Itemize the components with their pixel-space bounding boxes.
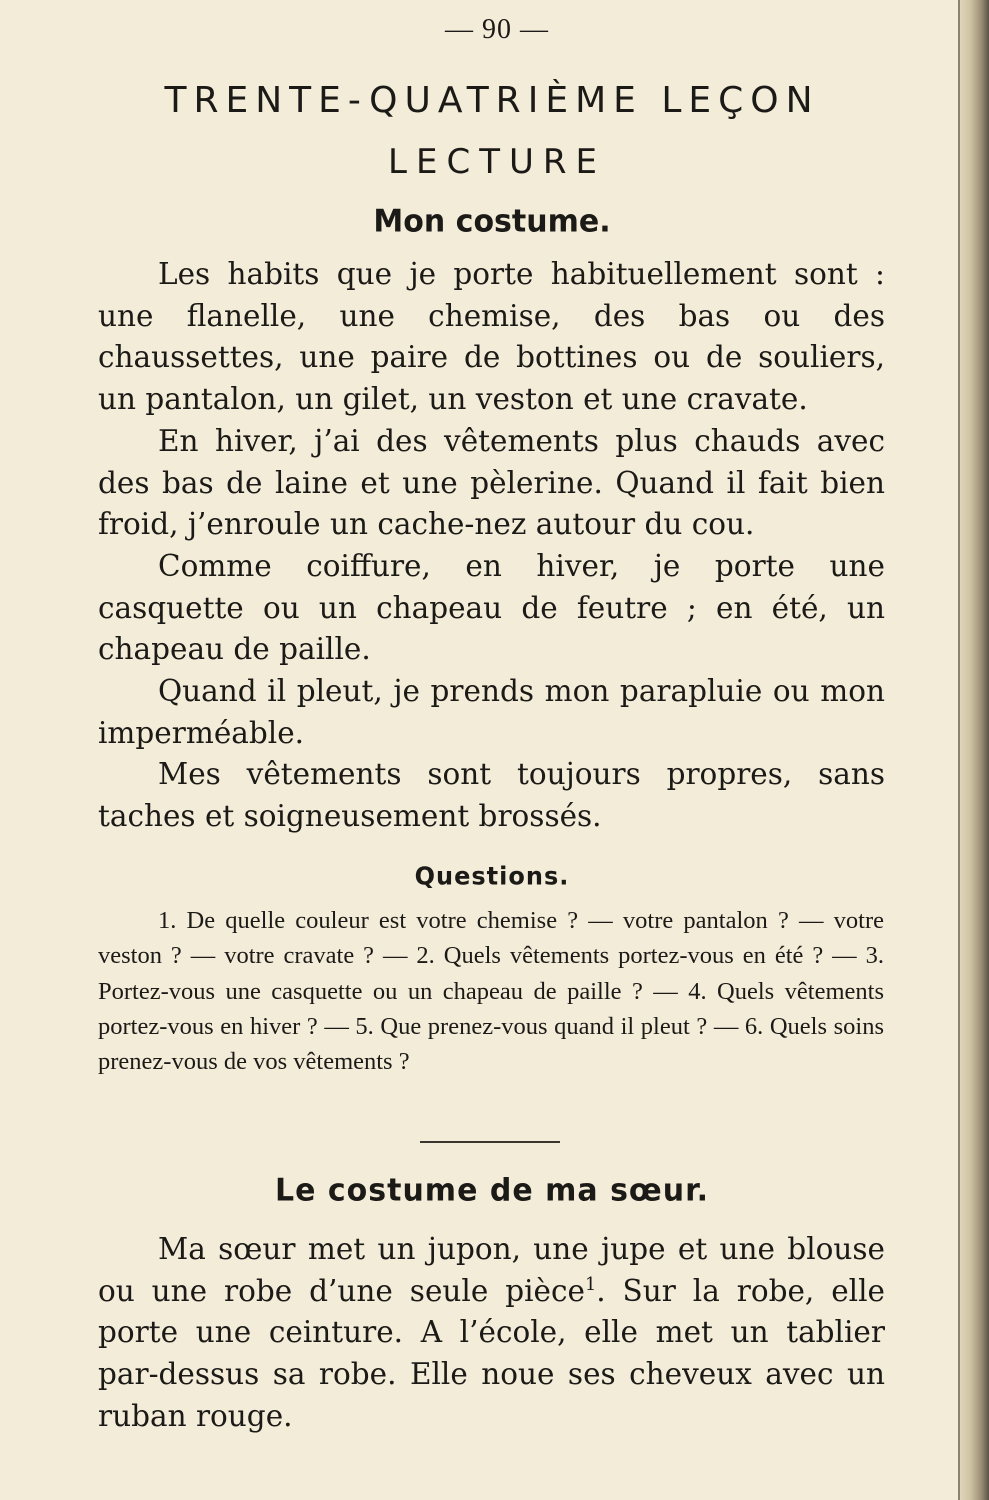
- questions-title: Questions.: [414, 861, 570, 891]
- lesson-title: TRENTE-QUATRIÈME LEÇON: [164, 80, 820, 121]
- section-body-mon-costume: [98, 254, 885, 838]
- questions-block: [98, 903, 884, 1079]
- paragraph: En hiver, j’ai des vêtements plus chauds avec des bas de laine et une pèlerine. Quand il fait bien froid, j’enroule un cache-nez autour du cou.: [98, 423, 885, 542]
- paragraph-text-start: Ma sœur met un jupon, une jupe et une blouse ou une robe d’une seule pièce: [98, 1232, 885, 1308]
- paragraph: [98, 1229, 885, 1438]
- questions-text: 1. De quelle couleur est votre chemise ? — votre pantalon ? — votre veston ? — votre cravate ? — 2. Quels vêtements portez-vous en été ? — 3. Portez-vous une casquette ou un chapeau de paille ? — 4. Quels vêtements portez-vous en hiver ? — 5. Que prenez-vous quand il pleut ? — 6. Quels soins prenez-vous de vos vêtements ?: [98, 907, 884, 1076]
- page-number: — 90 —: [445, 14, 549, 45]
- section-title-costume-soeur: Le costume de ma sœur.: [274, 1172, 710, 1209]
- paragraph-text-end: . Sur la robe, elle porte une ceinture. A l’école, elle met un tablier par-dessus sa robe. Elle noue ses cheveux avec un ruban rouge.: [98, 1273, 885, 1433]
- footnote-marker: 1: [584, 1274, 597, 1295]
- paragraph: Les habits que je porte habituellement sont : une flanelle, une chemise, des bas ou des chaussettes, une paire de bottines ou de souliers, un pantalon, un gilet, un veston et une cravate.: [98, 257, 885, 417]
- section-title-mon-costume: Mon costume.: [373, 203, 611, 240]
- lesson-subtitle: LECTURE: [388, 142, 606, 182]
- section-divider: [420, 1141, 560, 1143]
- paragraph: Comme coiffure, en hiver, je porte une casquette ou un chapeau de feutre ; en été, un chapeau de paille.: [98, 548, 885, 667]
- section-body-costume-soeur: [98, 1229, 885, 1438]
- paragraph: Mes vêtements sont toujours propres, sans taches et soigneusement brossés.: [98, 757, 885, 834]
- paragraph: Quand il pleut, je prends mon parapluie ou mon imperméable.: [98, 674, 885, 750]
